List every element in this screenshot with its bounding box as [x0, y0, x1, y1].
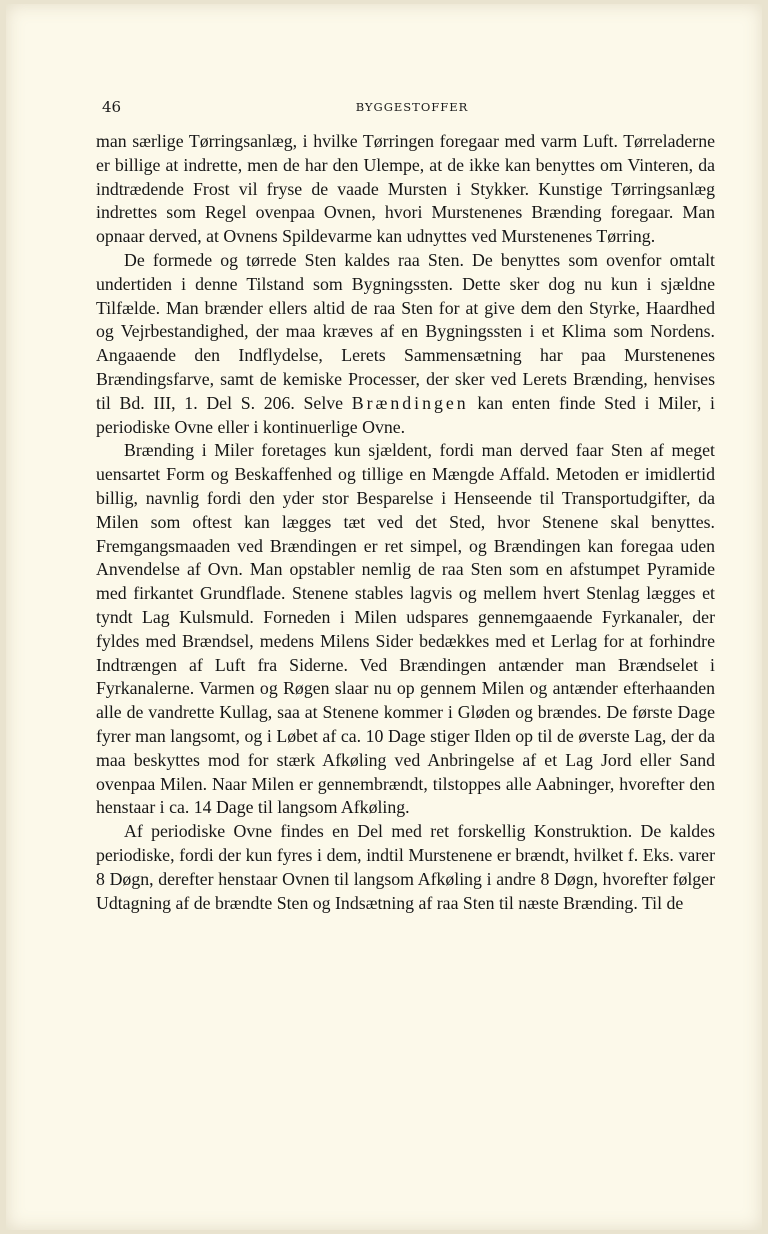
paragraph-4: Af periodiske Ovne findes en Del med ret forskellig Konstruktion. De kaldes periodiske, fordi der kun fyres i dem, indtil Murstenene er brændt, hvilket f. Eks. varer 8 Døgn, derefter henstaar Ovnen til langsom Afkøling i andre 8 Døgn, hvorefter følger Udtagning af de brændte Sten og Indsætning af raa Sten til næste Brænding. Til de [96, 821, 715, 913]
paragraph-1: man særlige Tørringsanlæg, i hvilke Tørringen foregaar med varm Luft. Tørreladerne er billige at indrette, men de har den Ulempe, at de ikke kan benyttes om Vinteren, da indtrædende Frost vil fryse de vaade Mursten i Stykker. Kunstige Tørringsanlæg indrettes som Regel ovenpaa Ovnen, hvori Murstenenes Brænding foregaar. Man opnaar derved, at Ovnens Spildevarme kan udnyttes ved Murstenenes Tørring. [96, 131, 715, 247]
spaced-term-braendingen: Brændingen [351, 392, 469, 413]
paragraph-2-text-after: kan enten finde Sted i Miler, i periodiske Ovne eller i kontinuerlige Ovne. [96, 392, 715, 437]
page-header [102, 98, 722, 118]
paragraph-3: Brænding i Miler foretages kun sjældent, fordi man derved faar Sten af meget uensartet Form og Beskaffenhed og tillige en Mængde Affald. Metoden er imidlertid billig, navnlig fordi den yder stor Besparelse i Henseende til Transportudgifter, da Milen som oftest kan lægges tæt ved det Sted, hvor Stenene skal benyttes. Fremgangsmaaden ved Brændingen er ret simpel, og Brændingen kan foregaa uden Anvendelse af Ovn. Man opstabler nemlig de raa Sten som en afstumpet Pyramide med firkantet Grundflade. Stenene stables lagvis og mellem hvert Stenlag lægges et tyndt Lag Kulsmuld. Forneden i Milen udspares gennemgaaende Fyrkanaler, der fyldes med Brændsel, medens Milens Sider bedækkes med et Lerlag for at forhindre Indtrængen af Luft fra Siderne. Ved Brændingen antænder man Brændselet i Fyrkanalerne. Varmen og Røgen slaar nu op gennem Milen og antænder efterhaanden alle de vandrette Kullag, saa at Stenene kommer i Gløden og brændes. De første Dage fyrer man langsomt, og i Løbet af ca. 10 Dage stiger Ilden op til de øverste Lag, der da maa beskyttes mod for stærk Afkøling ved Anbringelse af et Lag Jord eller Sand ovenpaa Milen. Naar Milen er gennembrændt, tilstoppes alle Aabninger, hvorefter den henstaar i ca. 14 Dage til langsom Afkøling. [96, 440, 715, 818]
paragraph-2 [96, 249, 715, 439]
body-text [96, 130, 715, 915]
page-number: 46 [102, 98, 122, 116]
paragraph-2-text-before: De formede og tørrede Sten kaldes raa Sten. De benyttes som ovenfor omtalt undertiden i denne Tilstand som Bygningssten. Dette sker dog nu kun i sjældne Tilfælde. Man brænder ellers altid de raa Sten for at give dem den Styrke, Haardhed og Vejrbestandighed, der maa kræves af en Bygningssten i et Klima som Nordens. Angaaende den Indflydelse, Lerets Sammensætning har paa Murstenenes Brændingsfarve, samt de kemiske Processer, der sker ved Lerets Brænding, henvises til Bd. III, 1. Del S. 206. Selve [96, 249, 715, 413]
running-title: BYGGESTOFFER [355, 100, 469, 114]
